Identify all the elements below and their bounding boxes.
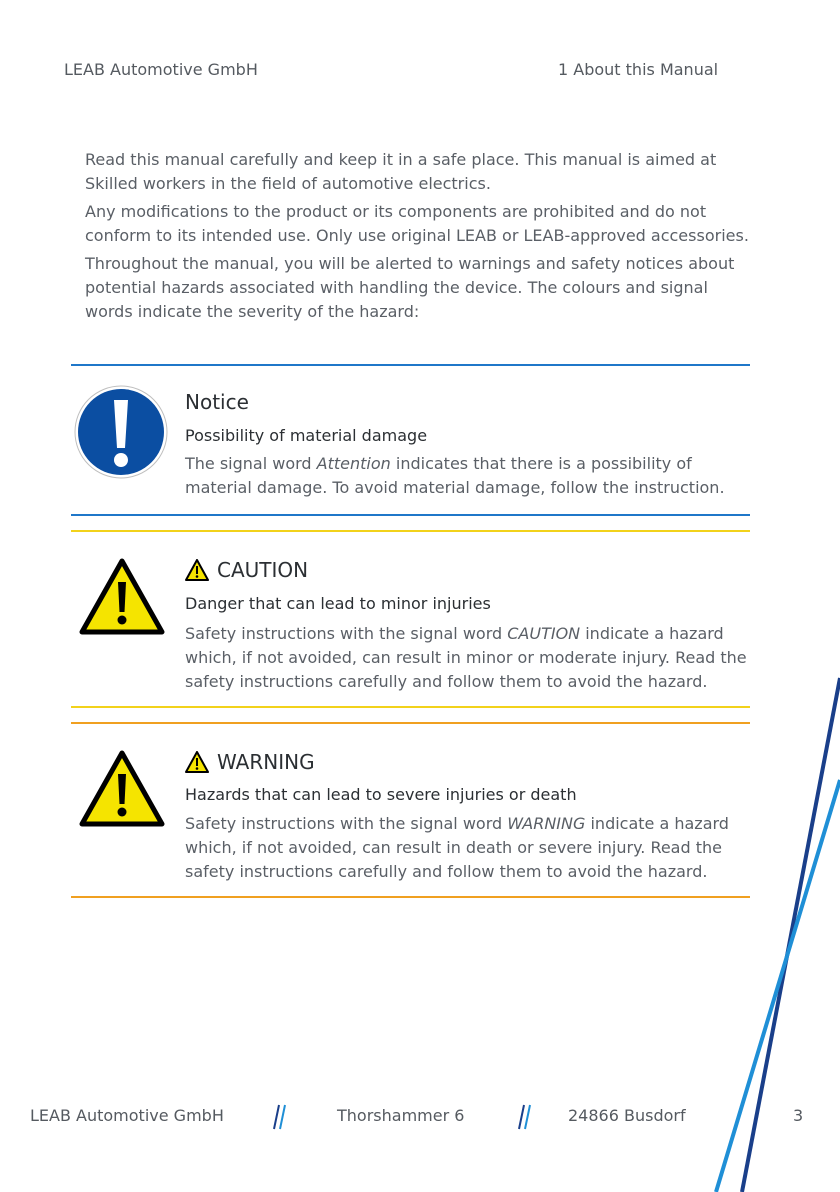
footer-company: LEAB Automotive GmbH (30, 1106, 224, 1125)
intro-paragraph-1: Read this manual carefully and keep it in a safe place. This manual is aimed at Skilled workers in the field of automotive electrics. (85, 150, 717, 193)
header-company: LEAB Automotive GmbH (64, 60, 258, 79)
intro-text (85, 148, 750, 328)
intro-paragraph-2: Any modifications to the product or its components are prohibited and do not conform to its intended use. Only use original LEAB or LEAB-approved accessories. (85, 202, 749, 245)
footer-page-number: 3 (793, 1106, 804, 1125)
caution-bottom-rule (71, 706, 750, 708)
caution-text (185, 622, 755, 694)
header-chapter: 1 About this Manual (558, 60, 719, 79)
mandatory-notice-icon (73, 384, 169, 480)
warning-text-post: indicate a hazard which, if not avoided, can result in death or severe injury. Read the safety instructions carefully and follow them to avoid the hazard. (185, 814, 729, 881)
warning-hazard-icon (79, 750, 165, 828)
warning-text-signal-word: WARNING (507, 814, 586, 833)
warning-text-pre: Safety instructions with the signal word (185, 814, 508, 833)
notice-text-post: indicates that there is a possibility of material damage. To avoid material damage, follow the instruction. (185, 454, 725, 497)
caution-warning-icon (79, 558, 165, 636)
notice-title: Notice (185, 390, 249, 414)
caution-title-row (185, 558, 308, 582)
warning-bottom-rule (71, 896, 750, 898)
caution-small-warning-icon (185, 559, 209, 581)
footer-city: 24866 Busdorf (568, 1106, 686, 1125)
notice-text-pre: The signal word (185, 454, 317, 473)
caution-text-signal-word: CAUTION (507, 624, 581, 643)
notice-text (185, 452, 745, 500)
notice-bottom-rule (71, 514, 750, 516)
warning-top-rule (71, 722, 750, 724)
notice-text-signal-word: Attention (316, 454, 391, 473)
warning-title-row (185, 750, 315, 774)
footer-street: Thorshammer 6 (337, 1106, 465, 1125)
caution-top-rule (71, 530, 750, 532)
notice-box (71, 362, 750, 518)
caution-text-post: indicate a hazard which, if not avoided, can result in minor or moderate injury. Read the safety instructions carefully and follow them to avoid the hazard. (185, 624, 747, 691)
caution-text-pre: Safety instructions with the signal word (185, 624, 508, 643)
intro-paragraph-3: Throughout the manual, you will be alerted to warnings and safety notices about potential hazards associated with handling the device. The colours and signal words indicate the severity of the hazard: (85, 254, 735, 321)
warning-subtitle: Hazards that can lead to severe injuries or death (185, 785, 577, 804)
caution-box (71, 530, 750, 710)
warning-title: WARNING (217, 750, 315, 774)
warning-small-warning-icon (185, 751, 209, 773)
notice-top-rule (71, 364, 750, 366)
warning-box (71, 722, 750, 902)
warning-text (185, 812, 745, 884)
caution-title: CAUTION (217, 558, 309, 582)
caution-subtitle: Danger that can lead to minor injuries (185, 594, 491, 613)
footer-separator-icon (272, 1103, 288, 1131)
notice-subtitle: Possibility of material damage (185, 426, 428, 445)
footer-separator-icon (517, 1103, 533, 1131)
